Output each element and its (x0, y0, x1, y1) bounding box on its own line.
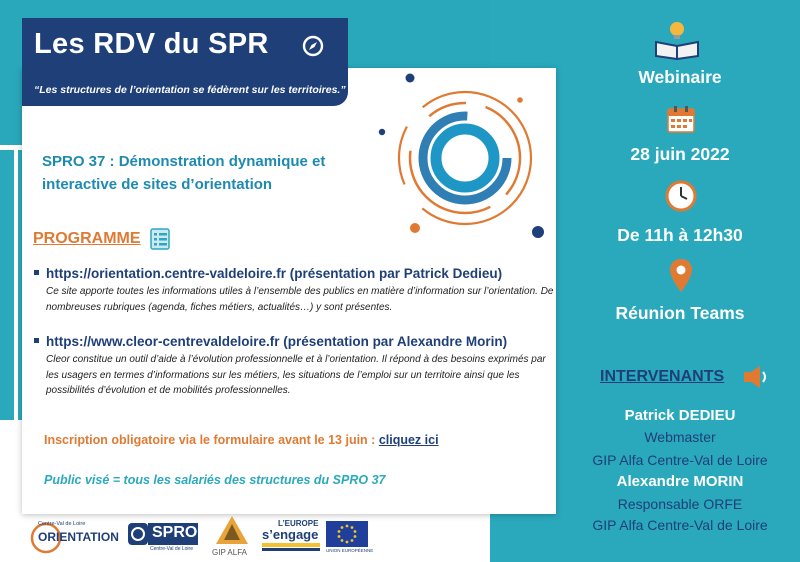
calendar-icon (666, 104, 696, 134)
event-format: Webinaire (638, 67, 722, 87)
europe-engage-logo (258, 519, 324, 555)
eu-flag-logo (326, 521, 374, 555)
speaker-name: Alexandre MORIN (616, 473, 744, 490)
programme-item-link[interactable]: https://orientation.centre-valdeloire.fr (présentation par Patrick Dedieu) (46, 266, 503, 281)
event-info-sidebar (490, 0, 800, 562)
programme-item (34, 266, 554, 315)
event-time: De 11h à 12h30 (617, 225, 743, 245)
banner-subtitle: “Les structures de l’orientation se fédèrent sur les territoires.” (34, 84, 346, 96)
bullet (34, 338, 39, 343)
speaker-role: Responsable ORFE (617, 496, 743, 512)
programme-item-link[interactable]: https://www.cleor-centrevaldeloire.fr (présentation par Alexandre Morin) (46, 334, 508, 349)
target-audience: Public visé = tous les salariés des structures du SPRO 37 (44, 473, 386, 487)
webinar-book-icon (652, 18, 702, 60)
title-banner (22, 18, 348, 106)
europe-logo-line2: s’engage (262, 527, 319, 542)
bullet (34, 270, 39, 275)
inscription-text: Inscription obligatoire via le formulaire avant le 13 juin : (44, 433, 379, 447)
speaker-organisation: GIP Alfa Centre-Val de Loire (592, 452, 768, 468)
speaker-organisation: GIP Alfa Centre-Val de Loire (592, 517, 768, 533)
inscription-notice (44, 433, 439, 447)
spro-logo (128, 521, 200, 553)
europe-logo-line1: L’EUROPE (278, 519, 319, 528)
spro-logo-text: SPRO (152, 524, 198, 541)
compass-icon (302, 35, 324, 57)
orientation-logo-top: Centre-Val de Loire (38, 521, 86, 527)
programme-item (34, 334, 554, 399)
programme-heading: PROGRAMME (33, 230, 141, 247)
banner-title: Les RDV du SPR (34, 28, 269, 60)
orientation-logo-text: ORIENTATION (38, 530, 119, 544)
event-location: Réunion Teams (615, 303, 745, 323)
clock-icon (665, 180, 697, 212)
event-date: 28 juin 2022 (630, 144, 730, 164)
register-link[interactable]: cliquez ici (378, 433, 439, 447)
programme-item-description: Cleor constitue un outil d’aide à l’évolution professionnelle et à l’orientation. Il répond à des besoins exprimés par les usagers en termes d’informations sur les métiers, les situations de l’emploi sur un territoire ainsi que les possibilités d’évolution et de mobilités professionnelles. (46, 354, 546, 396)
speaker-role: Webmaster (644, 429, 716, 445)
spro-logo-sub: Centre-Val de Loire (150, 546, 193, 552)
speaker-icon (742, 364, 770, 390)
location-pin-icon (668, 258, 694, 294)
programme-item-description: Ce site apporte toutes les informations utiles à l’ensemble des publics en matière d’information sur l’orientation. De nombreuses rubriques (agenda, fiches métiers, actualités…) y sont présentes. (46, 286, 554, 313)
event-title: SPRO 37 : Démonstration dynamique et interactive de sites d’orientation (42, 153, 326, 193)
orientation-logo (30, 521, 122, 555)
document-list-icon (148, 227, 172, 251)
speaker-name: Patrick DEDIEU (624, 407, 736, 424)
eu-logo-text: UNION EUROPÉENNE (326, 548, 374, 553)
gip-alfa-logo-text: GIP ALFA (212, 548, 247, 557)
left-stripe (0, 150, 14, 420)
speakers-heading: INTERVENANTS (600, 368, 725, 385)
gip-alfa-logo (210, 514, 254, 560)
